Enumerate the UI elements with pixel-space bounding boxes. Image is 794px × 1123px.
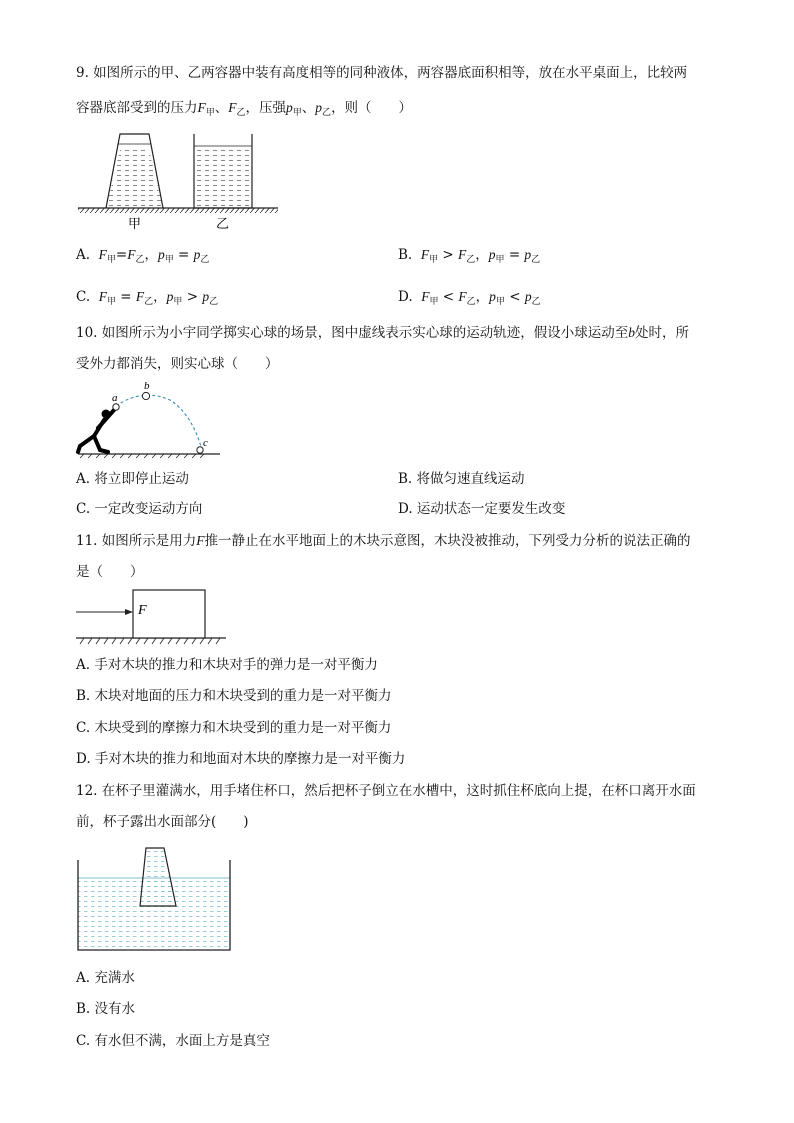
q9-ground-hatch [78,208,278,213]
q9-c-F2: F [135,289,145,304]
q9-stem-text: 容器底部受到的压力 [76,100,198,116]
q9-sep: 、 [214,100,229,116]
q11-stem-line2: 是（ ） [76,564,144,580]
q9-c-p2: p [202,289,210,304]
q10-label-b: b [144,380,150,392]
q11-stem-text-2: 推一静止在水平地面上的木块示意图，木块没被推动，下列受力分析的说法正确的 [204,533,691,549]
q9-F-symbol-2: F [228,100,237,115]
q10-stem-text: 10. 如图所示为小宇同学掷实心球的场景，图中虚线表示实心球的运动轨迹，假设小球运动至 [76,325,629,341]
q9-a-sub: 甲 [106,255,116,265]
q10-ball-a [113,404,119,410]
q9-b-F: F [420,247,430,262]
q9-stem-end: ，则（ ） [331,100,413,116]
q10-stem-end: 处时，所 [635,325,690,341]
q9-a-sub2: 乙 [135,255,145,265]
q10-stem-line1 [76,324,689,342]
q9-d-comma: ， [475,289,490,305]
q9-p-symbol: p [286,100,293,115]
q10-option-b[interactable]: B. 将做匀速直线运动 [398,471,525,487]
q9-stem-text-2: ，压强 [245,100,287,116]
q10-label-a: a [112,392,118,404]
q10-trajectory [116,395,202,450]
q11-stem-F: F [196,533,205,548]
q9-c-p: p [166,289,174,304]
q9-c-comma: ， [153,289,167,305]
q9-d-sub4: 乙 [531,297,541,307]
q9-F-symbol: F [197,100,206,115]
q11-force-label: F [138,603,147,618]
q11-option-d[interactable]: D. 手对木块的推力和地面对木块的摩擦力是一对平衡力 [76,751,406,767]
q12-stem-line1: 12. 在杯子里灌满水，用手堵住杯口，然后把杯子倒立在水槽中，这时抓住杯底向上提，在杯口离开水面 [76,783,696,799]
q9-c-sub2: 乙 [144,297,154,307]
q9-a-p2: p [193,247,201,262]
q9-c-sub3: 甲 [173,297,183,307]
q11-option-b[interactable]: B. 木块对地面的压力和木块受到的重力是一对平衡力 [76,688,392,704]
q9-F-sub-yi: 乙 [236,108,246,118]
q9-liquid-jia [106,146,163,208]
q9-b-relF: > [442,247,454,263]
q9-c-relF: = [120,289,132,305]
q9-liquid-yi [194,146,252,208]
q9-d-sub3: 甲 [495,297,505,307]
q11-option-c[interactable]: C. 木块受到的摩擦力和木块受到的重力是一对平衡力 [76,720,392,736]
q9-a-F: F [98,247,107,262]
q9-sep-2: 、 [301,100,316,116]
q9-option-d[interactable] [398,288,541,311]
q9-option-a[interactable] [76,246,209,269]
q11-stem-text: 11. 如图所示是用力 [76,533,197,549]
q10-stem-line2: 受外力都消失，则实心球（ ） [76,356,279,372]
q10-ball-b [142,392,149,399]
q9-b-sub3: 甲 [495,255,505,265]
q9-stem-line1: 9. 如图所示的甲、乙两容器中装有高度相等的同种液体，两容器底面积相等，放在水平桌面上，比较两 [76,65,688,81]
q10-option-a[interactable]: A. 将立即停止运动 [76,471,189,487]
q9-d-relF: < [442,289,455,305]
q9-p-sub-yi: 乙 [322,108,332,118]
q9-p-sub-jia: 甲 [292,108,302,118]
q9-d-F2: F [458,289,467,304]
q9-d-sub: 甲 [429,297,439,307]
q9-d-sub2: 乙 [466,297,476,307]
q9-a-sub4: 乙 [200,255,210,265]
q9-a-comma: ， [144,247,158,263]
q9-p-symbol-2: p [315,100,323,115]
q9-d-p: p [489,289,496,304]
q9-b-p: p [488,247,496,262]
q9-option-b[interactable] [398,246,540,269]
q9-a-relF: = [115,247,128,263]
q9-label-jia: 甲 [128,217,142,232]
q9-b-sub: 甲 [429,255,439,265]
q12-option-b[interactable]: B. 没有水 [76,1001,136,1017]
q9-c-sub4: 乙 [209,297,219,307]
q11-block-figure [76,588,236,648]
q12-option-a[interactable]: A. 充满水 [76,970,135,986]
q9-a-F2: F [127,247,136,262]
q10-throw-figure [74,380,224,460]
q9-c-F: F [98,289,107,304]
q12-stem-line2: 前，杯子露出水面部分( ) [76,814,249,830]
q9-b-sub4: 乙 [531,255,541,265]
q9-c-relp: > [186,289,199,305]
q10-thrower-figure [78,410,114,453]
q9-d-p2: p [524,289,532,304]
q10-label-c: c [203,437,208,449]
q10-stem-b: b [628,325,636,340]
q9-option-a-letter: A. [76,247,91,263]
q9-d-F: F [421,289,430,304]
q9-b-F2: F [457,247,467,262]
q9-a-sub3: 甲 [164,255,174,265]
q10-option-d[interactable]: D. 运动状态一定要发生改变 [398,501,566,517]
q11-arrow-head [125,609,133,615]
q9-option-b-letter: B. [398,247,413,263]
q9-label-yi: 乙 [216,217,230,232]
q12-tank-figure [76,844,236,954]
q9-d-relp: < [509,289,521,305]
q11-stem-line1 [76,532,691,550]
q9-a-relp: = [178,247,190,263]
q9-b-relp: = [508,247,521,263]
q9-b-comma: ， [475,247,489,263]
q9-b-p2: p [524,247,532,262]
q12-option-c[interactable]: C. 有水但不满，水面上方是真空 [76,1033,270,1049]
q9-option-c-letter: C. [76,289,91,305]
q9-c-sub: 甲 [106,297,116,307]
q9-a-p: p [157,247,165,262]
q9-option-d-letter: D. [398,289,413,305]
q9-containers-figure [76,128,286,238]
q9-option-c[interactable] [76,288,218,311]
q10-option-c[interactable]: C. 一定改变运动方向 [76,501,203,517]
q9-b-sub2: 乙 [466,255,476,265]
q11-option-a[interactable]: A. 手对木块的推力和木块对手的弹力是一对平衡力 [76,657,378,673]
q9-stem-line2 [76,99,412,122]
q9-F-sub-jia: 甲 [205,108,215,118]
